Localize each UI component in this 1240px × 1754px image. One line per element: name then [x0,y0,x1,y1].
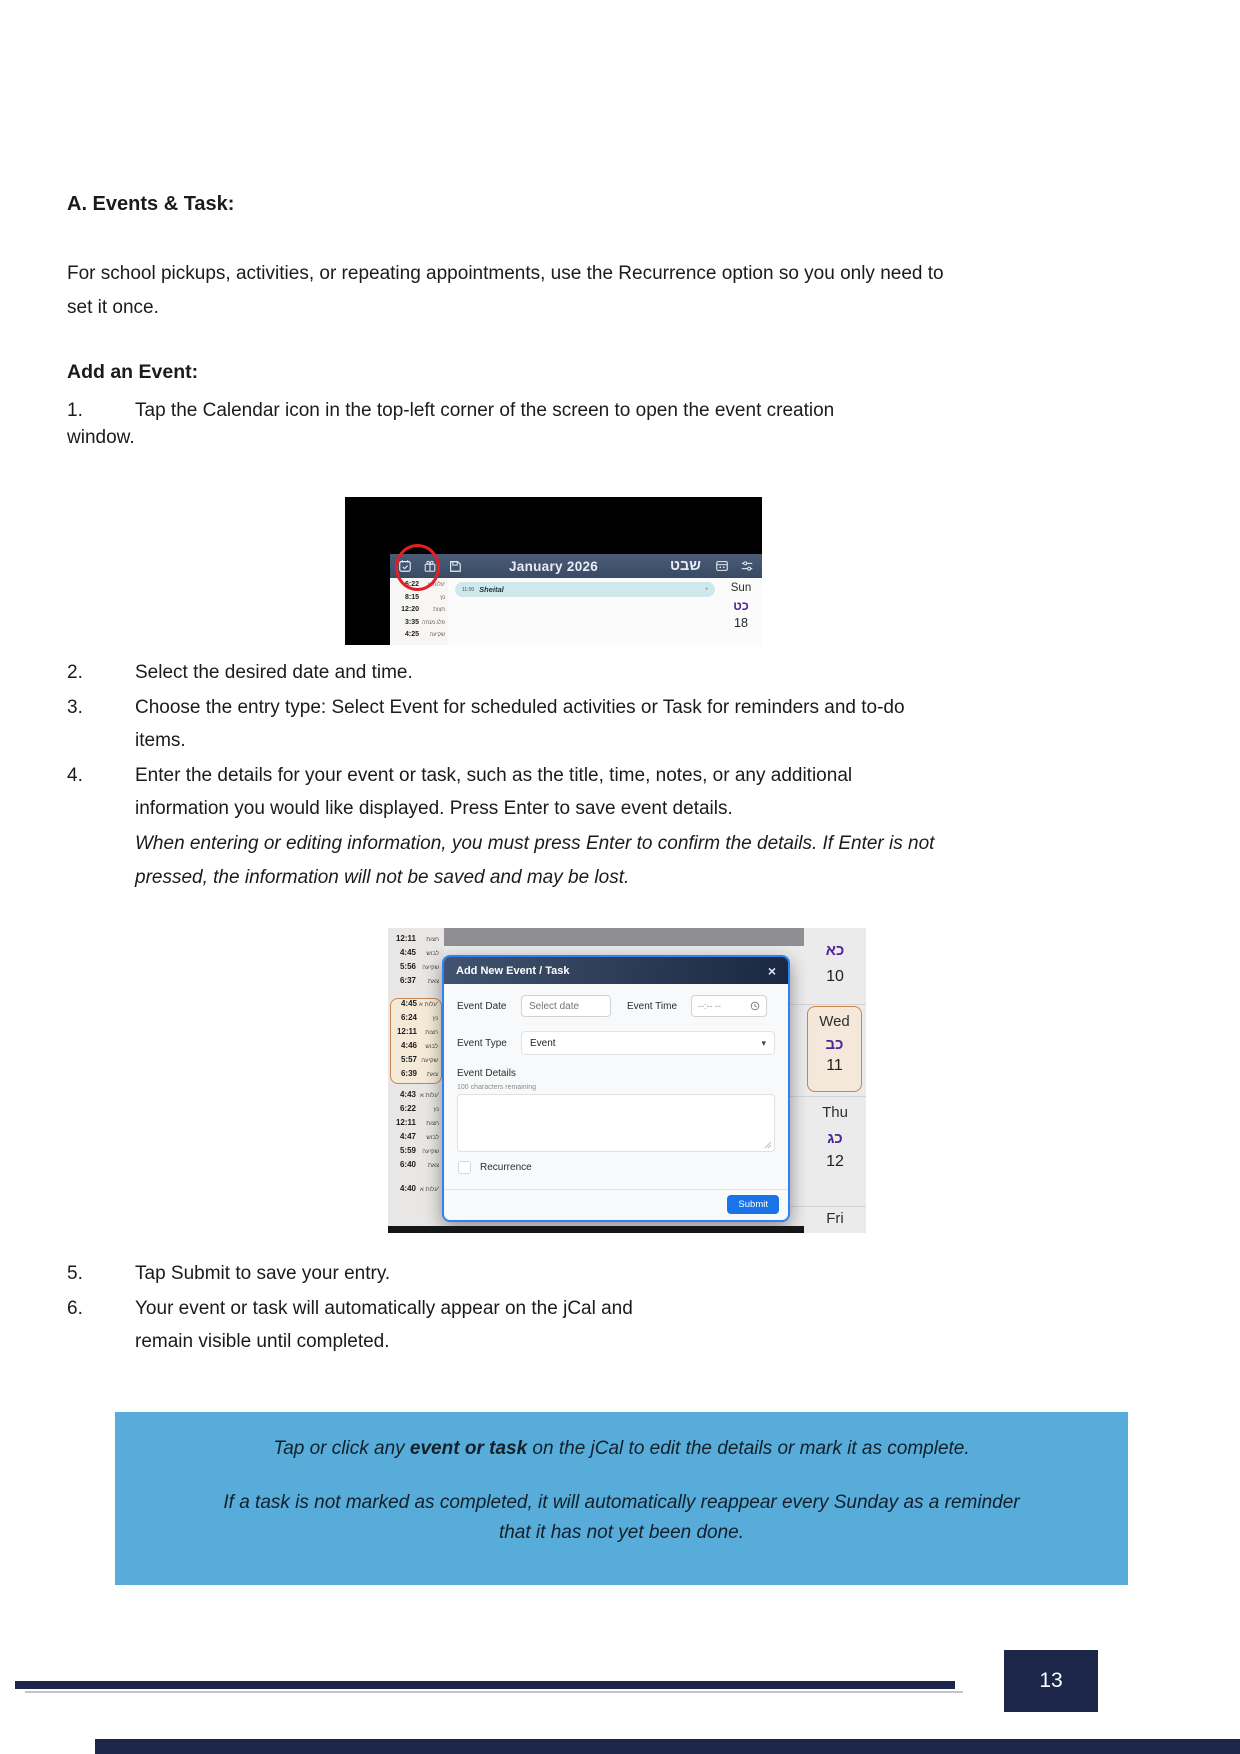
event-date-label: Event Date [457,1000,507,1012]
zman-time: 12:20 [401,606,419,613]
intro-paragraph: For school pickups, activities, or repeating appointments, use the Recurrence option so you only need to set it once. [67,263,944,318]
zman-label: חצות [426,937,439,943]
zman-label: שקיעה [429,632,445,638]
event-time: 11:00 [462,586,475,593]
zman-time: 6:22 [404,581,419,588]
calendar-toolbar [390,554,762,578]
callout-box [115,1412,1128,1585]
event-type-row [457,1031,775,1055]
add-event-modal [442,955,790,1222]
zman-row [390,619,448,632]
step-1 [67,394,1047,427]
zman-time: 4:45 [400,999,417,1008]
event-title: Sheital [479,585,504,594]
zman-time: 6:24 [400,1013,417,1022]
save-icon[interactable] [448,559,462,573]
zman-time: 12:11 [396,1027,417,1036]
weekday-label: Thu [822,1104,848,1121]
zman-time: 5:57 [400,1055,417,1064]
hebrew-date-label: כב [825,1036,844,1053]
day-cell-selected[interactable] [807,1006,862,1092]
zman-label: נץ [440,594,445,601]
zman-time: 4:43 [399,1090,416,1099]
step-6 [67,1292,1047,1358]
recurrence-label: Recurrence [480,1162,532,1173]
event-time-value: --:-- -- [698,1001,721,1011]
zman-label: צאת [427,979,439,985]
zman-label: נץ [433,1107,439,1113]
zman-label: צאת [427,1163,439,1169]
calendar-window [390,554,762,645]
callout-line2: If a task is not marked as completed, it will automatically reappear every Sunday as a reminder that it has not yet been done. [223,1492,1020,1543]
zman-time: 4:40 [399,1184,416,1193]
step-2 [67,656,1047,689]
hebrew-month-label: שבט [670,558,701,574]
month-view-icon[interactable] [715,559,729,573]
zman-label: צאת [426,1072,438,1078]
zman-label: שקיעה [422,965,439,971]
zman-label: נץ [432,1016,438,1022]
step-text-line1: Your event or task will automatically appear on the jCal and [135,1298,633,1319]
zman-label: חצות [433,607,445,613]
zman-label: עלות א' [427,582,445,588]
characters-remaining-hint: 100 characters remaining [457,1084,536,1091]
calendar-day-strip [390,578,762,645]
recurrence-checkbox[interactable] [458,1161,471,1174]
event-date-input[interactable] [521,995,611,1017]
zman-time: 5:56 [399,962,416,971]
day-cell[interactable] [804,1104,866,1171]
step-number: 4. [67,765,83,786]
events-area [448,578,720,645]
page-number: 13 [1039,1669,1063,1692]
zman-time: 4:45 [399,948,416,957]
event-type-label: Event Type [457,1037,507,1049]
zmanim-block-highlighted [390,998,442,1084]
callout-line1-post: on the jCal to edit the details or mark it as complete. [527,1438,970,1459]
weekday-label: Wed [819,1013,850,1030]
zmanim-times-column [388,928,444,1226]
zmanim-block [390,1090,442,1174]
zman-time: 6:22 [399,1104,416,1113]
screenshot-calendar-toolbar [345,497,762,645]
step-text: Tap the Calendar icon in the top-left corner of the screen to open the event creation [135,400,835,421]
callout-line1 [115,1434,1128,1464]
step-number: 5. [67,1263,83,1284]
date-number: 12 [826,1153,844,1170]
event-time-input[interactable] [691,995,767,1017]
weekday-label: Sun [730,582,752,594]
red-annotation-circle [395,544,440,591]
weekday-label: Fri [826,1210,844,1227]
step-number: 1. [67,400,83,421]
event-details-label: Event Details [457,1068,516,1079]
resize-handle-icon[interactable] [764,1141,772,1149]
date-number: 10 [826,968,844,985]
callout-line1-bold: event or task [409,1438,528,1459]
modal-footer [444,1189,788,1220]
zman-label: לבוש [426,951,439,957]
recurrence-row [457,1161,775,1174]
hebrew-date-label: כט [733,599,749,613]
sliders-icon[interactable] [740,559,754,573]
section-heading: A. Events & Task: [67,193,235,215]
zman-time: 5:59 [399,1146,416,1155]
day-cell[interactable] [804,1210,866,1227]
step-text: Enter the details for your event or task, such as the title, time, notes, or any additional information you would like displayed. Press Enter to save event details. [135,765,853,819]
zman-label: חצות [425,1030,438,1036]
chevron-down-icon: ▾ [761,1037,766,1048]
step-3 [67,691,935,757]
zman-label: חצות [426,1121,439,1127]
zman-time: 4:46 [400,1041,417,1050]
hebrew-date-label: כא [825,942,845,959]
window-bottom-bar [388,1226,804,1233]
zman-row [390,631,448,644]
screenshot-add-event-modal [388,928,866,1233]
zman-label: לבוש [425,1044,438,1050]
clock-icon [750,1001,760,1011]
zmanim-block [390,934,442,990]
modal-header [444,957,788,984]
event-details-section [457,1068,775,1152]
step-4 [67,759,935,825]
zman-label: עלות א' [420,1187,439,1193]
day-column [804,928,866,1226]
event-time-label: Event Time [627,1000,678,1012]
event-type-select[interactable] [521,1031,775,1055]
zman-time: 6:39 [400,1069,417,1078]
event-details-textarea[interactable] [457,1094,775,1152]
footer-rule [15,1681,955,1689]
zman-time: 3:35 [404,618,419,626]
zman-label: עלות א' [419,1002,438,1008]
zmanim-block [390,1184,442,1198]
zman-time: 6:40 [399,1160,416,1169]
zman-time: 4:25 [404,631,419,638]
step-1-wrap: window. [67,427,135,448]
date-number: 11 [826,1057,843,1074]
step-text: Tap Submit to save your entry. [135,1263,391,1284]
zman-time: 4:47 [399,1132,416,1141]
step-text: Select the desired date and time. [135,662,413,683]
zman-time: 12:11 [395,1118,416,1127]
day-cell[interactable] [804,942,866,986]
step-text: Choose the entry type: Select Event for scheduled activities or Task for reminders and to-do items. [135,697,905,751]
callout-line1-pre: Tap or click any [273,1438,410,1459]
enter-warning-note: When entering or editing information, you must press Enter to confirm the details. If Enter is not pressed, the information will not be saved and may be lost. [135,833,935,888]
footer-rule-shadow [25,1691,963,1693]
step-text [135,1292,1047,1358]
zman-label: פלג מנחה [421,619,445,626]
zman-label: שקיעה [421,1058,438,1064]
day-header-cell[interactable] [720,578,762,645]
step-5 [67,1257,1047,1290]
zman-time: 8:15 [404,593,419,601]
zman-label: עלות א' [420,1093,439,1099]
event-type-value: Event [530,1037,556,1049]
close-icon[interactable]: × [767,962,776,979]
subheading-add-event: Add an Event: [67,361,199,383]
event-pill[interactable] [455,582,715,597]
calendar-month-title: January 2026 [508,558,599,574]
zman-time: 6:37 [399,976,416,985]
modal-body [444,984,788,1220]
calendar-header-band [444,928,804,946]
page-number-box [1004,1650,1098,1712]
zman-time: 12:11 [395,934,416,943]
modal-title: Add New Event / Task [456,964,570,977]
step-number: 3. [67,697,83,718]
submit-button[interactable]: Submit [727,1195,779,1214]
step-number: 2. [67,662,83,683]
zman-row [390,594,448,607]
step-number: 6. [67,1298,83,1319]
footer-bottom-bar [95,1739,1240,1754]
zman-row [390,606,448,619]
step-text-line2: remain visible until completed. [135,1331,390,1352]
date-number: 18 [734,616,748,630]
event-date-row [457,995,775,1017]
zman-label: לבוש [426,1135,439,1141]
zman-label: שקיעה [422,1149,439,1155]
hebrew-date-label: כג [827,1130,843,1147]
event-dot-icon: • [705,586,708,593]
